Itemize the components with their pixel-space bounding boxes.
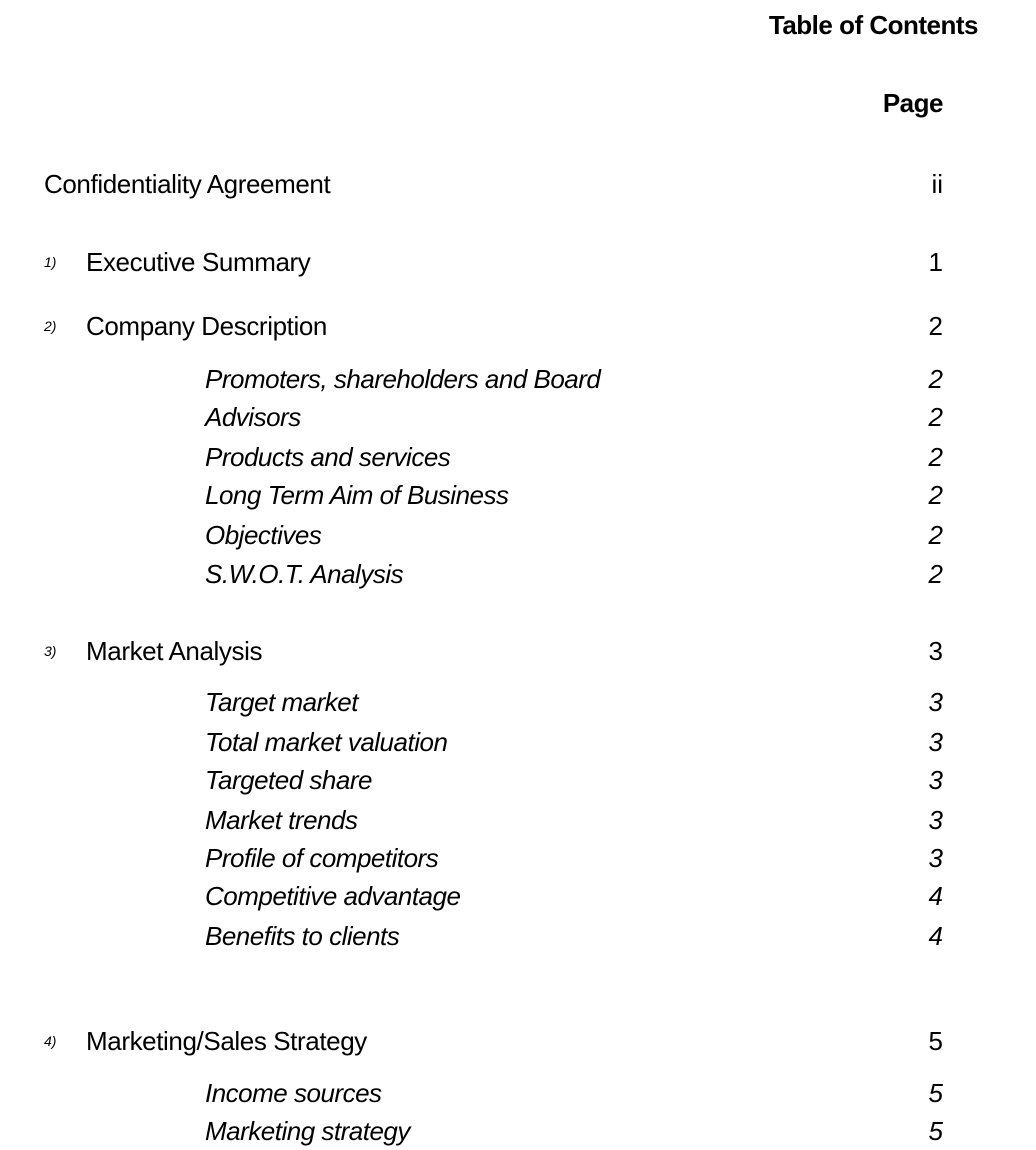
toc-entry-label: Income sources [205,1078,382,1108]
toc-entry-page: 2 [928,480,943,510]
toc-entry-confidentiality[interactable] [0,166,1036,202]
toc-subentry-swot[interactable] [0,556,1036,592]
toc-subentry-targeted-share[interactable] [0,762,1036,798]
toc-entry-label: Market Analysis [86,636,263,666]
toc-entry-label: S.W.O.T. Analysis [205,559,404,589]
toc-entry-page: ii [931,169,943,199]
toc-entry-label: Total market valuation [205,727,448,757]
toc-subentry-products-services[interactable] [0,439,1036,475]
section-number: 4) [44,1033,57,1049]
toc-subentry-marketing-strategy[interactable] [0,1113,1036,1149]
toc-entry-label: Target market [205,687,358,717]
toc-entry-label: Benefits to clients [205,921,400,951]
toc-entry-label: Long Term Aim of Business [205,480,509,510]
toc-entry-page: 2 [928,520,943,550]
toc-entry-page: 4 [928,921,943,951]
toc-entry-page: 5 [928,1078,943,1108]
toc-entry-label: Products and services [205,442,451,472]
section-number: 1) [44,254,57,270]
toc-entry-page: 3 [928,843,943,873]
toc-section-company-description[interactable] [0,308,1036,344]
toc-entry-page: 4 [928,881,943,911]
toc-entry-label: Executive Summary [86,247,311,277]
toc-entry-label: Marketing strategy [205,1116,410,1146]
toc-entry-label: Promoters, shareholders and Board [205,364,601,394]
toc-entry-label: Profile of competitors [205,843,439,873]
toc-subentry-competitive-advantage[interactable] [0,878,1036,914]
toc-title: Table of Contents [768,10,978,40]
toc-entry-page: 2 [928,559,943,589]
toc-entry-label: Confidentiality Agreement [44,169,331,199]
toc-subentry-target-market[interactable] [0,684,1036,720]
toc-section-marketing-sales[interactable] [0,1023,1036,1059]
toc-entry-page: 3 [928,727,943,757]
section-number: 2) [44,318,57,334]
toc-entry-label: Market trends [205,805,358,835]
toc-subentry-objectives[interactable] [0,517,1036,553]
toc-entry-label: Marketing/Sales Strategy [86,1026,367,1056]
toc-subentry-profile-competitors[interactable] [0,840,1036,876]
section-number: 3) [44,643,57,659]
toc-entry-label: Advisors [205,402,301,432]
toc-subentry-income-sources[interactable] [0,1075,1036,1111]
toc-subentry-promoters[interactable] [0,361,1036,397]
toc-entry-label: Targeted share [205,765,372,795]
toc-subentry-benefits-clients[interactable] [0,918,1036,954]
toc-entry-label: Objectives [205,520,322,550]
toc-entry-page: 3 [928,687,943,717]
toc-subentry-long-term-aim[interactable] [0,477,1036,513]
toc-entry-page: 3 [928,636,943,666]
toc-entry-page: 2 [928,311,943,341]
toc-section-market-analysis[interactable] [0,633,1036,669]
toc-entry-page: 2 [928,402,943,432]
toc-entry-page: 2 [928,442,943,472]
toc-entry-page: 3 [928,765,943,795]
toc-entry-page: 1 [928,247,943,277]
toc-section-executive-summary[interactable] [0,244,1036,280]
toc-subentry-advisors[interactable] [0,399,1036,435]
toc-subentry-market-trends[interactable] [0,802,1036,838]
toc-entry-page: 3 [928,805,943,835]
toc-entry-page: 5 [928,1026,943,1056]
toc-entry-page: 5 [928,1116,943,1146]
toc-entry-label: Competitive advantage [205,881,461,911]
toc-subentry-total-market-valuation[interactable] [0,724,1036,760]
toc-entry-label: Company Description [86,311,327,341]
toc-entry-page: 2 [928,364,943,394]
page-column-label: Page [882,88,943,118]
